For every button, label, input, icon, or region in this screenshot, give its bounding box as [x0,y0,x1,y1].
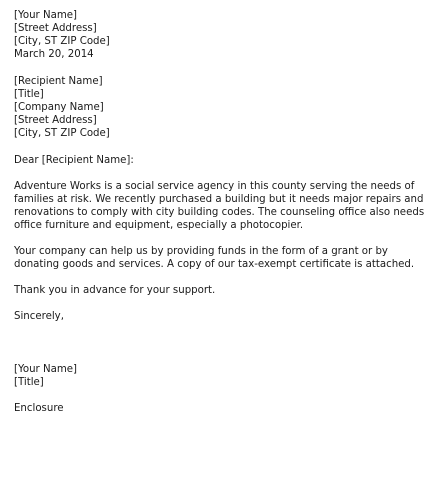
sender-city: [City, ST ZIP Code] [14,36,110,47]
sender-street: [Street Address] [14,23,97,34]
signature-title: [Title] [14,377,44,388]
body-paragraph-1: Adventure Works is a social service agency in this county serving the needs of families at risk. We recently purchased a building but it needs major repairs and renovations to comply with city building codes. The counseling office also needs office furniture and equipment, especially a photocopier. [14,181,425,231]
body-paragraph-3: Thank you in advance for your support. [14,285,216,296]
salutation: Dear [Recipient Name]: [14,155,134,166]
recipient-street: [Street Address] [14,115,97,126]
recipient-city: [City, ST ZIP Code] [14,128,110,139]
sender-block [14,9,426,61]
letter-document [14,9,426,415]
body-paragraph-2: Your company can help us by providing funds in the form of a grant or by donating goods and services. A copy of our tax-exempt certificate is attached. [14,246,415,270]
enclosure-note: Enclosure [14,403,64,414]
sender-name: [Your Name] [14,10,77,21]
recipient-title: [Title] [14,89,44,100]
signature-name: [Your Name] [14,364,77,375]
recipient-company: [Company Name] [14,102,104,113]
closing: Sincerely, [14,311,64,322]
signature-block [14,363,426,389]
letter-date: March 20, 2014 [14,49,94,60]
recipient-block [14,75,426,140]
recipient-name: [Recipient Name] [14,76,103,87]
